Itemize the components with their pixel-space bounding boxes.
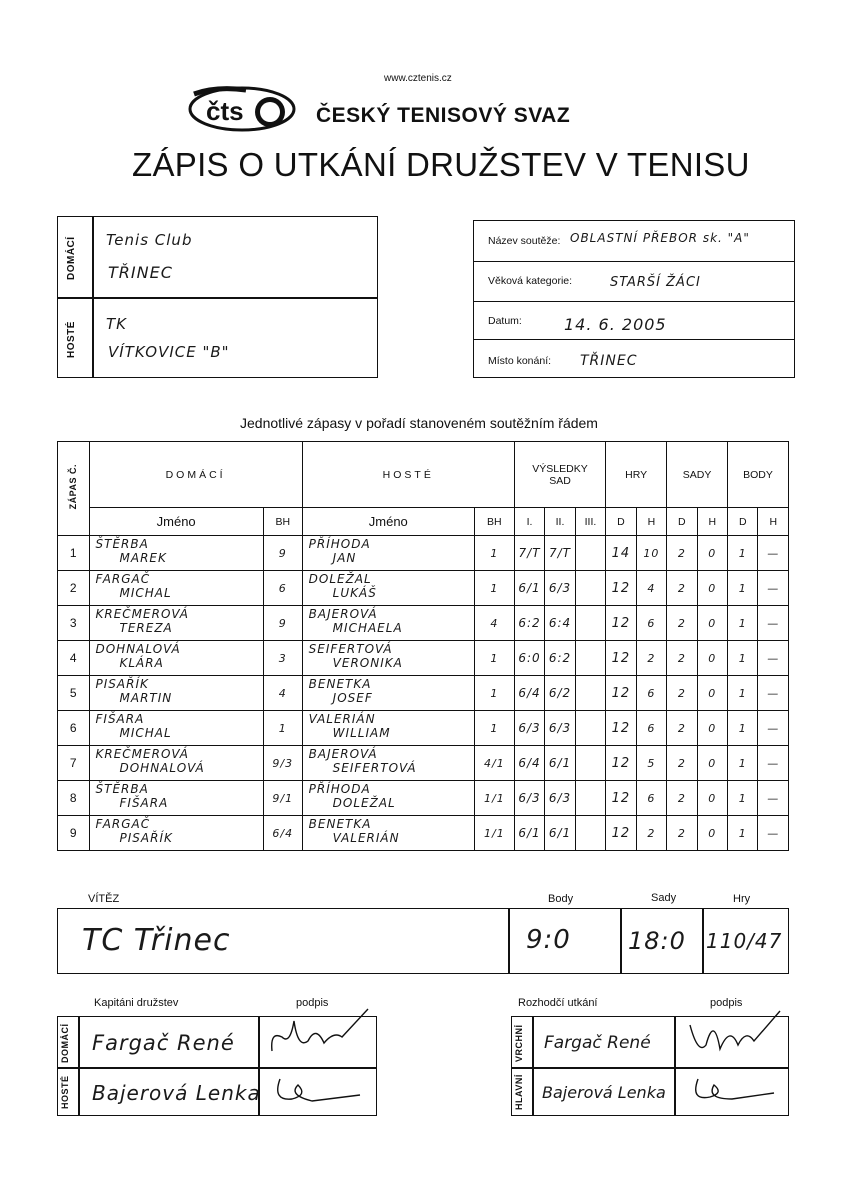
points-guest-header: H xyxy=(758,508,789,536)
winner-label: VÍTĚZ xyxy=(88,893,120,905)
winner-team: TC Třinec xyxy=(82,923,231,958)
games-guest-header: H xyxy=(636,508,666,536)
sets-home: 2 xyxy=(667,536,697,571)
set1-header: I. xyxy=(514,508,544,536)
home-player-cell xyxy=(89,536,263,571)
set1-score: 6/1 xyxy=(514,571,544,606)
home-player-line1: FARGAČ xyxy=(95,817,151,831)
guest-bh: 1/1 xyxy=(474,781,514,816)
match-number: 3 xyxy=(58,606,90,641)
home-bh: 3 xyxy=(263,641,302,676)
winner-sets-label: Sady xyxy=(651,892,677,904)
place-value: TŘINEC xyxy=(580,353,638,369)
match-number: 1 xyxy=(58,536,90,571)
captains-box xyxy=(57,1016,377,1116)
sets-guest: 0 xyxy=(697,606,727,641)
matches-table xyxy=(57,441,789,851)
points-guest: — xyxy=(758,781,789,816)
competition-box xyxy=(473,220,795,378)
points-home: 1 xyxy=(728,536,758,571)
match-number: 2 xyxy=(58,571,90,606)
home-player-cell xyxy=(89,676,263,711)
guest-player-line2: MICHAELA xyxy=(332,621,403,635)
home-header: DOMÁCÍ xyxy=(89,442,302,508)
set3-score xyxy=(575,676,605,711)
table-row xyxy=(58,746,789,781)
home-player-line1: DOHNALOVÁ xyxy=(95,642,181,656)
match-number: 4 xyxy=(58,641,90,676)
points-home: 1 xyxy=(728,571,758,606)
set2-score: 6/3 xyxy=(545,571,575,606)
sets-guest: 0 xyxy=(697,781,727,816)
table-row xyxy=(58,816,789,851)
set3-score xyxy=(575,571,605,606)
set3-score xyxy=(575,641,605,676)
set3-score xyxy=(575,816,605,851)
games-guest: 10 xyxy=(636,536,666,571)
home-team-line1: Tenis Club xyxy=(106,231,193,249)
points-guest: — xyxy=(758,606,789,641)
guest-player-cell xyxy=(302,641,474,676)
competition-name-label: Název soutěže: xyxy=(488,235,561,247)
guest-player-line2: JAN xyxy=(332,551,357,565)
referees-label: Rozhodčí utkání xyxy=(518,997,598,1009)
guest-player-line1: BENETKA xyxy=(308,677,372,691)
games-home: 14 xyxy=(606,536,636,571)
set1-score: 6/3 xyxy=(514,781,544,816)
home-player-line2: PISAŘÍK xyxy=(119,831,173,845)
points-home: 1 xyxy=(728,676,758,711)
home-player-cell xyxy=(89,641,263,676)
chief-referee-signature xyxy=(680,1005,784,1065)
guest-bh: 4/1 xyxy=(474,746,514,781)
set3-score xyxy=(575,746,605,781)
set1-score: 6/4 xyxy=(514,676,544,711)
guest-bh: 1/1 xyxy=(474,816,514,851)
set1-score: 6/4 xyxy=(514,746,544,781)
set2-header: II. xyxy=(545,508,575,536)
set3-score xyxy=(575,606,605,641)
sets-home: 2 xyxy=(667,641,697,676)
home-player-line2: MAREK xyxy=(119,551,167,565)
guest-player-line1: SEIFERTOVÁ xyxy=(308,642,393,656)
sets-home: 2 xyxy=(667,816,697,851)
captains-sign-label: podpis xyxy=(296,997,329,1009)
guest-player-line2: SEIFERTOVÁ xyxy=(332,761,417,775)
table-row xyxy=(58,536,789,571)
home-team-label: DOMÁCÍ xyxy=(66,236,77,280)
games-guest: 5 xyxy=(636,746,666,781)
age-category-value: STARŠÍ ŽÁCI xyxy=(610,275,701,290)
games-guest: 2 xyxy=(636,816,666,851)
table-row xyxy=(58,781,789,816)
home-captain-name: Fargač René xyxy=(92,1031,235,1055)
set2-score: 6/3 xyxy=(545,781,575,816)
guest-player-line1: VALERIÁN xyxy=(308,712,376,726)
home-player-cell xyxy=(89,746,263,781)
home-player-line2: TEREZA xyxy=(119,621,173,635)
results-header: VÝSLEDKY SAD xyxy=(514,442,605,508)
home-player-line2: MICHAL xyxy=(119,586,172,600)
document-title: ZÁPIS O UTKÁNÍ DRUŽSTEV V TENISU xyxy=(132,146,750,183)
table-row xyxy=(58,676,789,711)
sets-guest: 0 xyxy=(697,816,727,851)
competition-name-value: OBLASTNÍ PŘEBOR sk. "A" xyxy=(570,231,750,245)
match-number-header: ZÁPAS Č. xyxy=(68,464,79,510)
guest-player-line1: BAJEROVÁ xyxy=(308,747,378,761)
set3-score xyxy=(575,711,605,746)
guest-player-line2: VALERIÁN xyxy=(332,831,400,845)
date-label: Datum: xyxy=(488,315,522,327)
winner-games: 110/47 xyxy=(706,929,783,953)
main-referee-name: Bajerová Lenka xyxy=(542,1083,666,1102)
sets-guest: 0 xyxy=(697,676,727,711)
points-guest: — xyxy=(758,641,789,676)
guest-player-cell xyxy=(302,676,474,711)
home-player-line1: ŠTĚRBA xyxy=(95,537,149,551)
set2-score: 6:4 xyxy=(545,606,575,641)
home-bh: 6 xyxy=(263,571,302,606)
sets-home: 2 xyxy=(667,781,697,816)
games-home: 12 xyxy=(606,571,636,606)
sets-home: 2 xyxy=(667,676,697,711)
guest-player-line2: LUKÁŠ xyxy=(332,586,377,600)
guest-player-line2: VERONIKA xyxy=(332,656,403,670)
chief-referee-label: VRCHNÍ xyxy=(514,1024,524,1062)
home-player-line2: MARTIN xyxy=(119,691,173,705)
sets-guest: 0 xyxy=(697,746,727,781)
guest-player-cell xyxy=(302,536,474,571)
home-bh: 6/4 xyxy=(263,816,302,851)
referees-box xyxy=(511,1016,789,1116)
games-home: 12 xyxy=(606,746,636,781)
guest-bh-header: BH xyxy=(474,508,514,536)
table-row xyxy=(58,606,789,641)
guest-player-cell xyxy=(302,781,474,816)
sets-home: 2 xyxy=(667,746,697,781)
set2-score: 6:2 xyxy=(545,641,575,676)
guest-player-line1: DOLEŽAL xyxy=(308,572,372,586)
home-player-cell xyxy=(89,781,263,816)
matches-caption: Jednotlivé zápasy v pořadí stanoveném soutěžním řádem xyxy=(240,415,598,431)
guest-bh: 1 xyxy=(474,711,514,746)
sets-guest: 0 xyxy=(697,641,727,676)
home-player-line1: KREČMEROVÁ xyxy=(95,747,189,761)
home-player-line2: FIŠARA xyxy=(119,796,169,810)
captain-home-label: DOMÁCÍ xyxy=(60,1023,70,1063)
points-home: 1 xyxy=(728,606,758,641)
sets-home: 2 xyxy=(667,606,697,641)
home-bh: 1 xyxy=(263,711,302,746)
age-category-label: Věková kategorie: xyxy=(488,275,573,287)
teams-box xyxy=(57,216,378,378)
set2-score: 6/1 xyxy=(545,816,575,851)
guest-player-line1: PŘÍHODA xyxy=(308,537,371,551)
games-home: 12 xyxy=(606,676,636,711)
sets-guest: 0 xyxy=(697,536,727,571)
guest-player-cell xyxy=(302,746,474,781)
winner-sets: 18:0 xyxy=(628,927,686,955)
home-player-line1: ŠTĚRBA xyxy=(95,782,149,796)
home-bh: 9 xyxy=(263,536,302,571)
home-player-cell xyxy=(89,816,263,851)
match-number: 9 xyxy=(58,816,90,851)
games-home: 12 xyxy=(606,781,636,816)
set2-score: 7/T xyxy=(545,536,575,571)
guest-player-cell xyxy=(302,606,474,641)
points-home: 1 xyxy=(728,711,758,746)
home-captain-signature xyxy=(264,1001,374,1065)
home-bh-header: BH xyxy=(263,508,302,536)
set3-score xyxy=(575,536,605,571)
games-header: HRY xyxy=(606,442,667,508)
captains-label: Kapitáni družstev xyxy=(94,997,179,1009)
set1-score: 6/3 xyxy=(514,711,544,746)
home-bh: 9 xyxy=(263,606,302,641)
games-guest: 2 xyxy=(636,641,666,676)
organization-name: ČESKÝ TENISOVÝ SVAZ xyxy=(316,104,571,127)
guest-bh: 1 xyxy=(474,641,514,676)
table-row xyxy=(58,571,789,606)
winner-points-label: Body xyxy=(548,893,574,905)
home-player-cell xyxy=(89,711,263,746)
guest-captain-signature xyxy=(268,1071,368,1111)
points-guest: — xyxy=(758,676,789,711)
home-player-line1: FIŠARA xyxy=(95,712,145,726)
points-home: 1 xyxy=(728,746,758,781)
guest-player-line1: PŘÍHODA xyxy=(308,782,371,796)
sets-guest: 0 xyxy=(697,571,727,606)
cts-logo xyxy=(186,84,298,134)
points-guest: — xyxy=(758,536,789,571)
games-home: 12 xyxy=(606,606,636,641)
set1-score: 6:2 xyxy=(514,606,544,641)
home-bh: 4 xyxy=(263,676,302,711)
points-home: 1 xyxy=(728,641,758,676)
guest-team-label: HOSTÉ xyxy=(66,321,77,359)
main-referee-label: HLAVNÍ xyxy=(514,1074,524,1110)
home-name-header: Jméno xyxy=(89,508,263,536)
guest-header: HOSTÉ xyxy=(302,442,514,508)
guest-player-cell xyxy=(302,571,474,606)
set1-score: 7/T xyxy=(514,536,544,571)
guest-bh: 1 xyxy=(474,571,514,606)
home-player-line1: FARGAČ xyxy=(95,572,151,586)
home-player-cell xyxy=(89,606,263,641)
chief-referee-name: Fargač René xyxy=(544,1033,651,1053)
guest-bh: 1 xyxy=(474,536,514,571)
winner-points: 9:0 xyxy=(526,925,571,955)
games-guest: 6 xyxy=(636,606,666,641)
set1-score: 6:0 xyxy=(514,641,544,676)
games-guest: 6 xyxy=(636,676,666,711)
games-home: 12 xyxy=(606,816,636,851)
home-team-line2: TŘINEC xyxy=(108,263,173,282)
table-row xyxy=(58,641,789,676)
points-guest: — xyxy=(758,711,789,746)
sets-guest: 0 xyxy=(697,711,727,746)
games-home-header: D xyxy=(606,508,636,536)
games-home: 12 xyxy=(606,711,636,746)
games-guest: 6 xyxy=(636,781,666,816)
guest-player-line2: WILLIAM xyxy=(332,726,391,740)
website-url: www.cztenis.cz xyxy=(384,73,452,84)
points-home-header: D xyxy=(728,508,758,536)
match-number: 7 xyxy=(58,746,90,781)
games-guest: 6 xyxy=(636,711,666,746)
points-guest: — xyxy=(758,571,789,606)
guest-bh: 1 xyxy=(474,676,514,711)
guest-name-header: Jméno xyxy=(302,508,474,536)
guest-bh: 4 xyxy=(474,606,514,641)
set3-header: III. xyxy=(575,508,605,536)
set2-score: 6/2 xyxy=(545,676,575,711)
guest-captain-name: Bajerová Lenka xyxy=(92,1081,261,1105)
guest-player-line1: BAJEROVÁ xyxy=(308,607,378,621)
home-player-line1: PISAŘÍK xyxy=(95,677,149,691)
sets-home-header: D xyxy=(667,508,697,536)
guest-team-line1: TK xyxy=(106,315,127,333)
home-player-line2: DOHNALOVÁ xyxy=(119,761,205,775)
set1-score: 6/1 xyxy=(514,816,544,851)
table-row xyxy=(58,711,789,746)
home-player-line1: KREČMEROVÁ xyxy=(95,607,189,621)
sets-guest-header: H xyxy=(697,508,727,536)
winner-box xyxy=(57,908,789,974)
home-bh: 9/3 xyxy=(263,746,302,781)
sets-home: 2 xyxy=(667,711,697,746)
set2-score: 6/3 xyxy=(545,711,575,746)
logo-text: čts xyxy=(206,96,244,126)
referees-sign-label: podpis xyxy=(710,997,743,1009)
home-player-line2: KLÁRA xyxy=(119,656,164,670)
match-number: 6 xyxy=(58,711,90,746)
guest-player-cell xyxy=(302,816,474,851)
match-number: 8 xyxy=(58,781,90,816)
main-referee-signature xyxy=(684,1071,780,1111)
games-guest: 4 xyxy=(636,571,666,606)
winner-games-label: Hry xyxy=(733,893,751,905)
date-value: 14. 6. 2005 xyxy=(564,315,667,334)
match-number: 5 xyxy=(58,676,90,711)
set2-score: 6/1 xyxy=(545,746,575,781)
home-bh: 9/1 xyxy=(263,781,302,816)
points-guest: — xyxy=(758,816,789,851)
home-player-cell xyxy=(89,571,263,606)
captain-guest-label: HOSTÉ xyxy=(60,1075,70,1109)
games-home: 12 xyxy=(606,641,636,676)
points-header: BODY xyxy=(728,442,789,508)
set3-score xyxy=(575,781,605,816)
guest-player-line1: BENETKA xyxy=(308,817,372,831)
points-guest: — xyxy=(758,746,789,781)
guest-team-line2: VÍTKOVICE "B" xyxy=(108,343,230,361)
guest-player-line2: JOSEF xyxy=(332,691,373,705)
place-label: Místo konání: xyxy=(488,355,552,367)
guest-player-line2: DOLEŽAL xyxy=(332,796,396,810)
guest-player-cell xyxy=(302,711,474,746)
sets-home: 2 xyxy=(667,571,697,606)
points-home: 1 xyxy=(728,816,758,851)
home-player-line2: MICHAL xyxy=(119,726,172,740)
points-home: 1 xyxy=(728,781,758,816)
sets-header: SADY xyxy=(667,442,728,508)
